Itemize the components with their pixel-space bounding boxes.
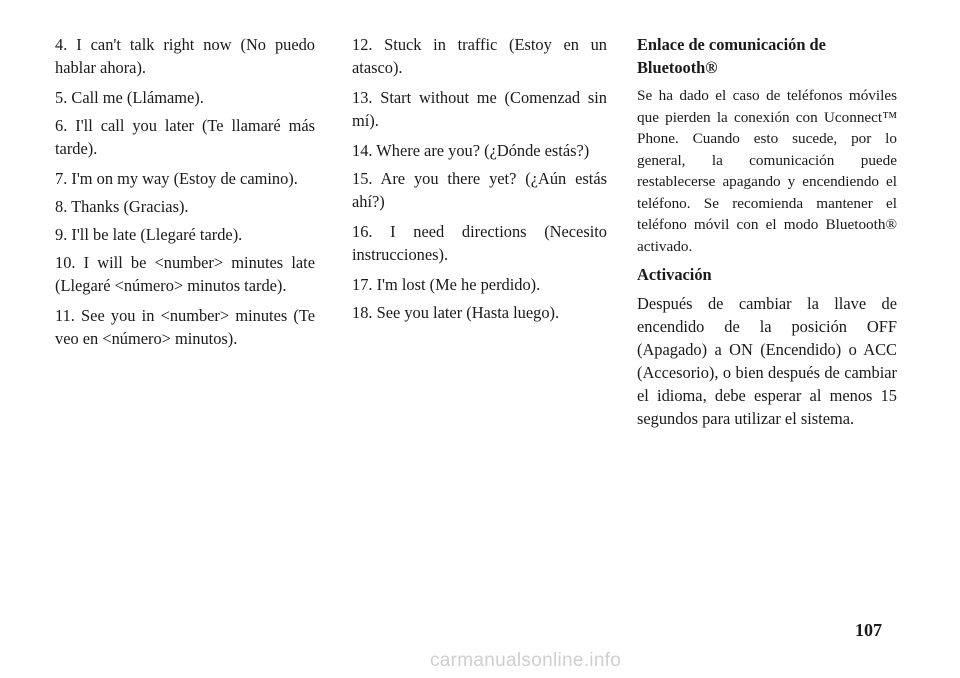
section-heading-bluetooth: Enlace de comunicación de Bluetooth® [637, 35, 826, 77]
section-heading-activation: Activación [637, 265, 712, 284]
bluetooth-paragraph: Se ha dado el caso de teléfonos móviles que pierden la conexión con Uconnect™ Phone. Cuando esto sucede, por lo general, la comunicación puede restablecerse apagando y encendiendo el teléfono. Se recomienda mantener el teléfono móvil con el modo Bluetooth® activado. [637, 87, 897, 255]
list-item: 6. I'll call you later (Te llamaré más tarde). [55, 116, 315, 158]
activation-paragraph: Después de cambiar la llave de encendido de la posición OFF (Apagado) a ON (Encendido) o ACC (Accesorio), o bien después de cambiar el idioma, debe esperar al menos 15 segundos para utilizar el sistema. [637, 294, 897, 428]
middle-column [352, 33, 607, 331]
watermark-text: carmanualsonline.info [430, 650, 622, 671]
left-column [55, 33, 315, 357]
list-item: 9. I'll be late (Llegaré tarde). [55, 225, 243, 244]
list-item: 7. I'm on my way (Estoy de camino). [55, 169, 298, 188]
page-number: 107 [855, 620, 882, 640]
list-item: 10. I will be <number> minutes late (Llegaré <número> minutos tarde). [55, 253, 315, 295]
list-item: 13. Start without me (Comenzad sin mí). [352, 88, 607, 130]
right-column [637, 33, 897, 437]
list-item: 11. See you in <number> minutes (Te veo en <número> minutos). [55, 306, 315, 348]
list-item: 12. Stuck in traffic (Estoy en un atasco). [352, 35, 607, 77]
list-item: 18. See you later (Hasta luego). [352, 303, 560, 322]
list-item: 5. Call me (Llámame). [55, 88, 204, 107]
list-item: 16. I need directions (Necesito instrucciones). [352, 222, 607, 264]
list-item: 15. Are you there yet? (¿Aún estás ahí?) [352, 169, 607, 211]
list-item: 8. Thanks (Gracias). [55, 197, 189, 216]
list-item: 4. I can't talk right now (No puedo hablar ahora). [55, 35, 315, 77]
list-item: 17. I'm lost (Me he perdido). [352, 275, 541, 294]
list-item: 14. Where are you? (¿Dónde estás?) [352, 141, 590, 160]
